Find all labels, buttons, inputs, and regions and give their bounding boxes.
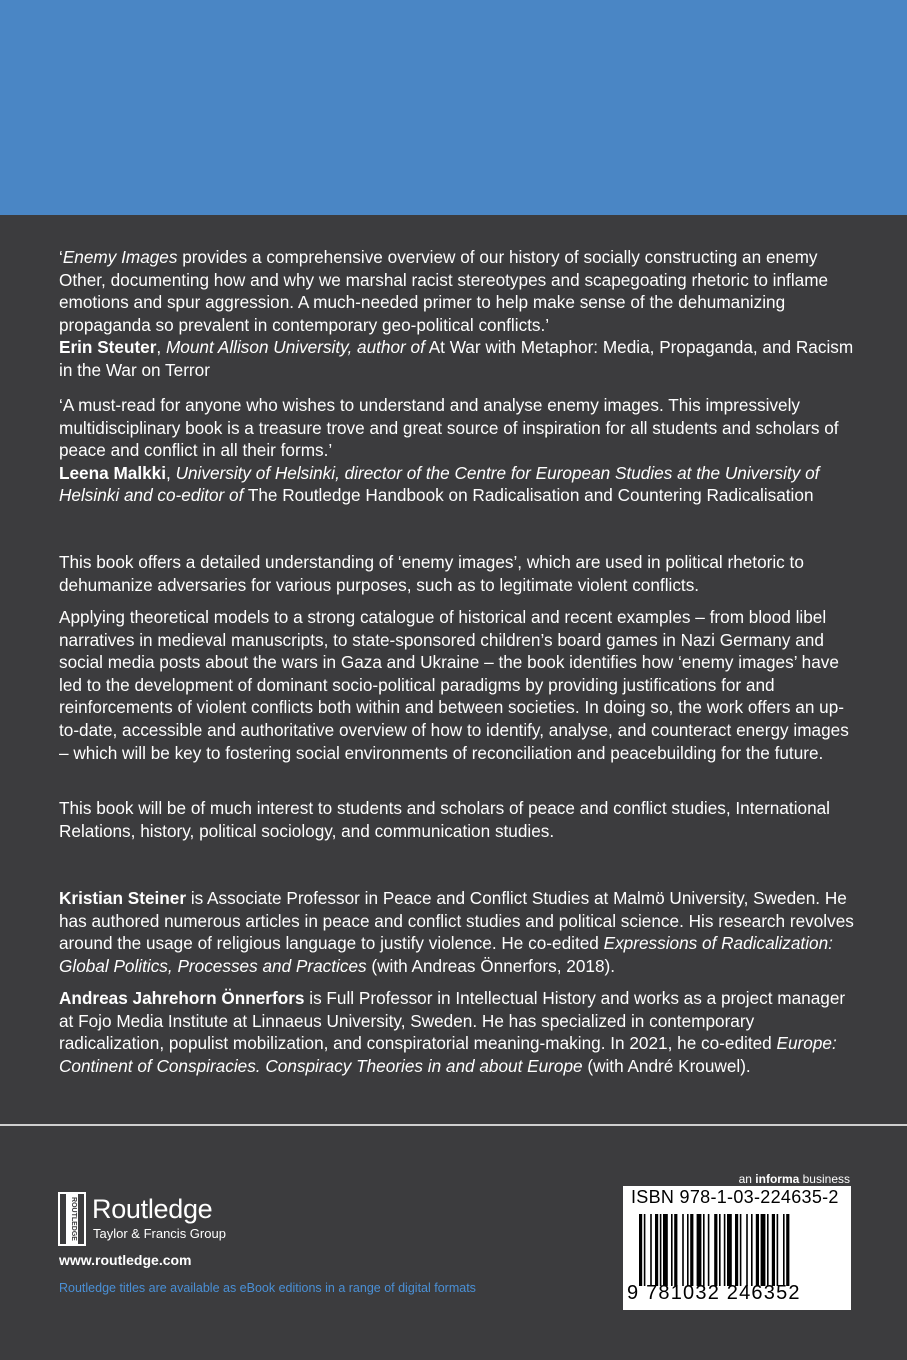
barcode-bar — [639, 1214, 642, 1286]
barcode-bar — [655, 1214, 658, 1286]
footer-divider — [0, 1124, 907, 1126]
endorser-name: Erin Steuter — [59, 337, 157, 358]
endorsement-quote-2: ‘A must-read for anyone who wishes to understand and analyse enemy images. This impressively multidisciplinary book is a treasure trove and great source of inspiration for all students and scholars of peace and conflict in all their forms.’ Leena Malkki, University of Helsinki, director of the Centre for European Studies at the University of Helsinki and co-editor of The Routledge Handbook on Radicalisation and Countering Radicalisation — [59, 395, 839, 506]
barcode-bar — [674, 1214, 677, 1286]
description-paragraph: Applying theoretical models to a strong catalogue of historical and recent examples – from blood libel narratives in medieval manuscripts, to state-sponsored children’s board games in Nazi Germany and social media posts about the wars in Gaza and Ukraine – the book identifies how ‘enemy images’ have led to the development of dominant socio-political paradigms by providing justifications for and reinforcements of violent conflicts both within and between societies. In doing so, the work offers an up-to-date, accessible and authoritative overview of how to identify, analyse, and counteract energy images – which will be key to fostering social environments of reconciliation and peacebuilding for the future. — [59, 607, 849, 763]
barcode-bar — [682, 1214, 684, 1286]
barcode-bar — [777, 1214, 779, 1286]
barcode-bar — [756, 1214, 759, 1286]
barcode-bar — [697, 1214, 702, 1286]
top-color-band — [0, 0, 907, 215]
barcode-bar — [703, 1214, 705, 1286]
barcode-bar — [708, 1214, 710, 1286]
barcode-bar — [671, 1214, 673, 1286]
barcode-bar — [751, 1214, 753, 1286]
publisher-logo — [58, 1192, 258, 1247]
endorsement-quote-1: ‘Enemy Images provides a comprehensive overview of our history of socially constructing an enemy Other, documenting how and why we marshal racist stereotypes and scapegoating rhetoric to inflame emotions and spur aggression. A much-needed primer to help make sense of the dehumanizing propaganda so prevalent in contemporary geo-political conflicts.’ Erin Steuter, Mount Allison University, author of At War with Metaphor: Media, Propaganda, and Racism in the War on Terror — [59, 247, 854, 380]
svg-text:ROUTLEDGE: ROUTLEDGE — [70, 1197, 77, 1241]
barcode-bar — [761, 1214, 766, 1286]
isbn-text: ISBN 978-1-03-224635-2 — [631, 1187, 839, 1207]
barcode-bar — [650, 1214, 652, 1286]
barcode-bar — [767, 1214, 769, 1286]
publisher-group: Taylor & Francis Group — [93, 1226, 226, 1241]
barcode-bar — [783, 1214, 785, 1286]
informa-business-label: an informa business — [738, 1172, 850, 1186]
barcode-bar — [714, 1214, 717, 1286]
barcode-bar — [719, 1214, 721, 1286]
description-paragraph: This book offers a detailed understanding of ‘enemy images’, which are used in political rhetoric to dehumanize adversaries for various purposes, such as to legitimate violent conflicts. — [59, 552, 804, 595]
barcode-digits: 9 781032 246352 — [627, 1282, 801, 1304]
publisher-website[interactable]: www.routledge.com — [59, 1252, 192, 1268]
barcode-bar — [727, 1214, 732, 1286]
author-bio-1: Kristian Steiner is Associate Professor in Peace and Conflict Studies at Malmö University, Sweden. He has authored numerous articles in peace and conflict studies and political science. His research revolves around the usage of religious language to justify violence. He co-edited Expressions of Radicalization: Global Politics, Processes and Practices (with Andreas Önnerfors, 2018). — [59, 888, 854, 976]
routledge-logo-icon — [58, 1192, 86, 1246]
publisher-name: Routledge — [92, 1194, 213, 1224]
barcode-bar — [663, 1214, 668, 1286]
barcode-bar — [644, 1214, 646, 1286]
barcode-bars — [639, 1214, 835, 1286]
barcode-bar — [786, 1214, 789, 1286]
barcode-bar — [687, 1214, 689, 1286]
ebook-note: Routledge titles are available as eBook editions in a range of digital formats — [59, 1281, 476, 1295]
barcode-bar — [740, 1214, 742, 1286]
description-paragraph: This book will be of much interest to students and scholars of peace and conflict studies, International Relations, history, political sociology, and communication studies. — [59, 798, 831, 841]
author-name: Andreas Jahrehorn Önnerfors — [59, 988, 305, 1008]
barcode-bar — [724, 1214, 726, 1286]
barcode-bar — [746, 1214, 748, 1286]
isbn-barcode — [623, 1186, 851, 1310]
barcode-bar — [660, 1214, 662, 1286]
author-name: Kristian Steiner — [59, 888, 187, 908]
barcode-bar — [735, 1214, 738, 1286]
barcode-bar — [772, 1214, 775, 1286]
author-bio-2: Andreas Jahrehorn Önnerfors is Full Professor in Intellectual History and works as a project manager at Fojo Media Institute at Linnaeus University, Sweden. He has specialized in contemporary radicalization, populist mobilization, and conspiratorial meaning-making. In 2021, he co-edited Europe: Continent of Conspiracies. Conspiracy Theories in and about Europe (with André Krouwel). — [59, 988, 846, 1076]
endorser-name: Leena Malkki — [59, 462, 166, 483]
quote-title: Enemy Images — [62, 247, 178, 267]
barcode-bar — [690, 1214, 693, 1286]
